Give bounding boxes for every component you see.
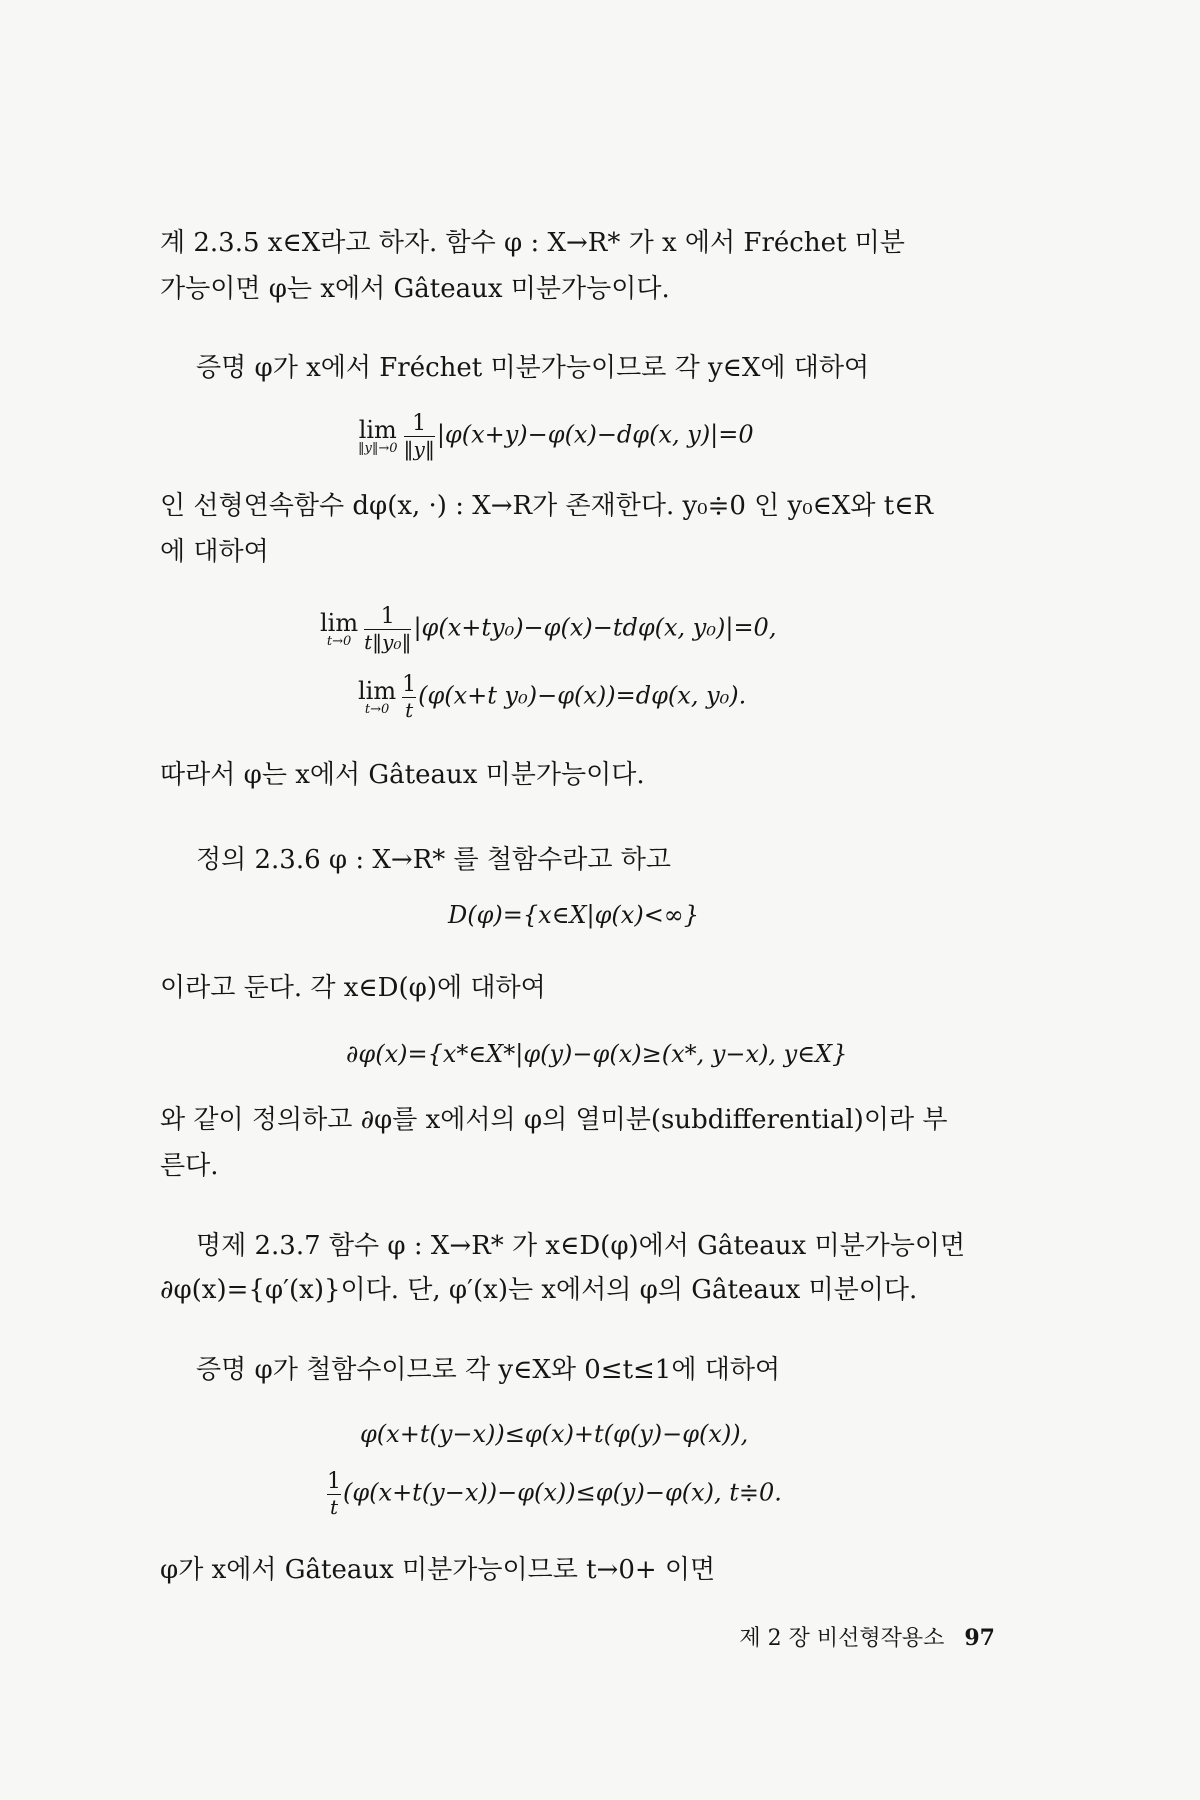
equation-effective-domain: D(φ)={x∈X|φ(x)<∞} — [448, 901, 700, 929]
proof-1-conclusion: 따라서 φ는 x에서 Gâteaux 미분가능이다. — [160, 760, 645, 790]
proof-1-line-3: 인 선형연속함수 dφ(x, ·) : X→R가 존재한다. y₀≑0 인 y₀∈X와 t∈R — [160, 491, 934, 521]
equation-gateaux-limit-2 — [358, 673, 746, 721]
definition-line-1: 정의 2.3.6 φ : X→R* 를 철함수라고 하고 — [196, 845, 672, 875]
proof-2-intro: 증명 φ가 철함수이므로 각 y∈X와 0≤t≤1에 대하여 — [196, 1355, 781, 1385]
fraction — [404, 412, 435, 460]
page-number: 97 — [964, 1625, 995, 1651]
fraction-denominator: t‖y₀‖ — [364, 630, 412, 655]
fraction-numerator: 1 — [412, 411, 427, 436]
fraction — [364, 605, 411, 653]
limit-operator — [320, 608, 359, 649]
lemma-line-1: 계 2.3.5 x∈X라고 하자. 함수 φ : X→R* 가 x 에서 Fréchet 미분 — [160, 228, 905, 258]
equation-convexity: φ(x+t(y−x))≤φ(x)+t(φ(y)−φ(x)), — [360, 1420, 749, 1448]
equation-frechet-limit — [358, 412, 754, 460]
definition-line-3: 와 같이 정의하고 ∂φ를 x에서의 φ의 열미분(subdifferential)이라 부 — [160, 1105, 948, 1135]
equation-gateaux-limit-1 — [320, 605, 776, 653]
fraction-denominator: t — [402, 697, 416, 721]
lim-subscript: t→0 — [364, 701, 390, 717]
proof-1-intro: 증명 φ가 x에서 Fréchet 미분가능이므로 각 y∈X에 대하여 — [196, 353, 870, 383]
fraction-numerator: 1 — [327, 1469, 341, 1494]
proof-1-line-4: 에 대하여 — [160, 537, 269, 567]
limit-operator — [358, 676, 397, 717]
equation-body: |φ(x+ty₀)−φ(x)−tdφ(x, y₀)|=0, — [413, 613, 777, 642]
fraction-denominator: ‖y‖ — [403, 437, 435, 462]
page-footer — [739, 1621, 995, 1652]
proof-2-last-line: φ가 x에서 Gâteaux 미분가능이므로 t→0+ 이면 — [160, 1555, 716, 1585]
equation-subdifferential: ∂φ(x)={x*∈X*|φ(y)−φ(x)≥(x*, y−x), y∈X} — [346, 1040, 848, 1068]
proposition-line-1: 명제 2.3.7 함수 φ : X→R* 가 x∈D(φ)에서 Gâteaux 미분가능이면 — [196, 1231, 966, 1261]
chapter-title: 제 2 장 비선형작용소 — [739, 1626, 945, 1651]
fraction-numerator: 1 — [380, 604, 395, 629]
equation-body: (φ(x+t(y−x))−φ(x))≤φ(y)−φ(x), t≑0. — [343, 1478, 782, 1507]
fraction — [327, 1470, 341, 1518]
lim-subscript: ‖y‖→0 — [358, 440, 398, 456]
limit-operator — [358, 415, 398, 456]
fraction-denominator: t — [327, 1494, 341, 1518]
equation-body: |φ(x+y)−φ(x)−dφ(x, y)|=0 — [436, 420, 754, 449]
lim-label: lim — [358, 415, 397, 444]
lim-label: lim — [320, 608, 359, 637]
definition-line-2: 이라고 둔다. 각 x∈D(φ)에 대하여 — [160, 973, 546, 1003]
proposition-line-2: ∂φ(x)={φ′(x)}이다. 단, φ′(x)는 x에서의 φ의 Gâteaux 미분이다. — [160, 1275, 918, 1305]
fraction-numerator: 1 — [402, 672, 417, 697]
fraction — [402, 673, 416, 721]
definition-line-4: 른다. — [160, 1151, 219, 1181]
equation-body: (φ(x+t y₀)−φ(x))=dφ(x, y₀). — [418, 681, 747, 710]
equation-difference-quotient — [325, 1470, 782, 1518]
lemma-line-2: 가능이면 φ는 x에서 Gâteaux 미분가능이다. — [160, 274, 670, 304]
lim-label: lim — [358, 676, 397, 705]
lim-subscript: t→0 — [326, 633, 352, 649]
